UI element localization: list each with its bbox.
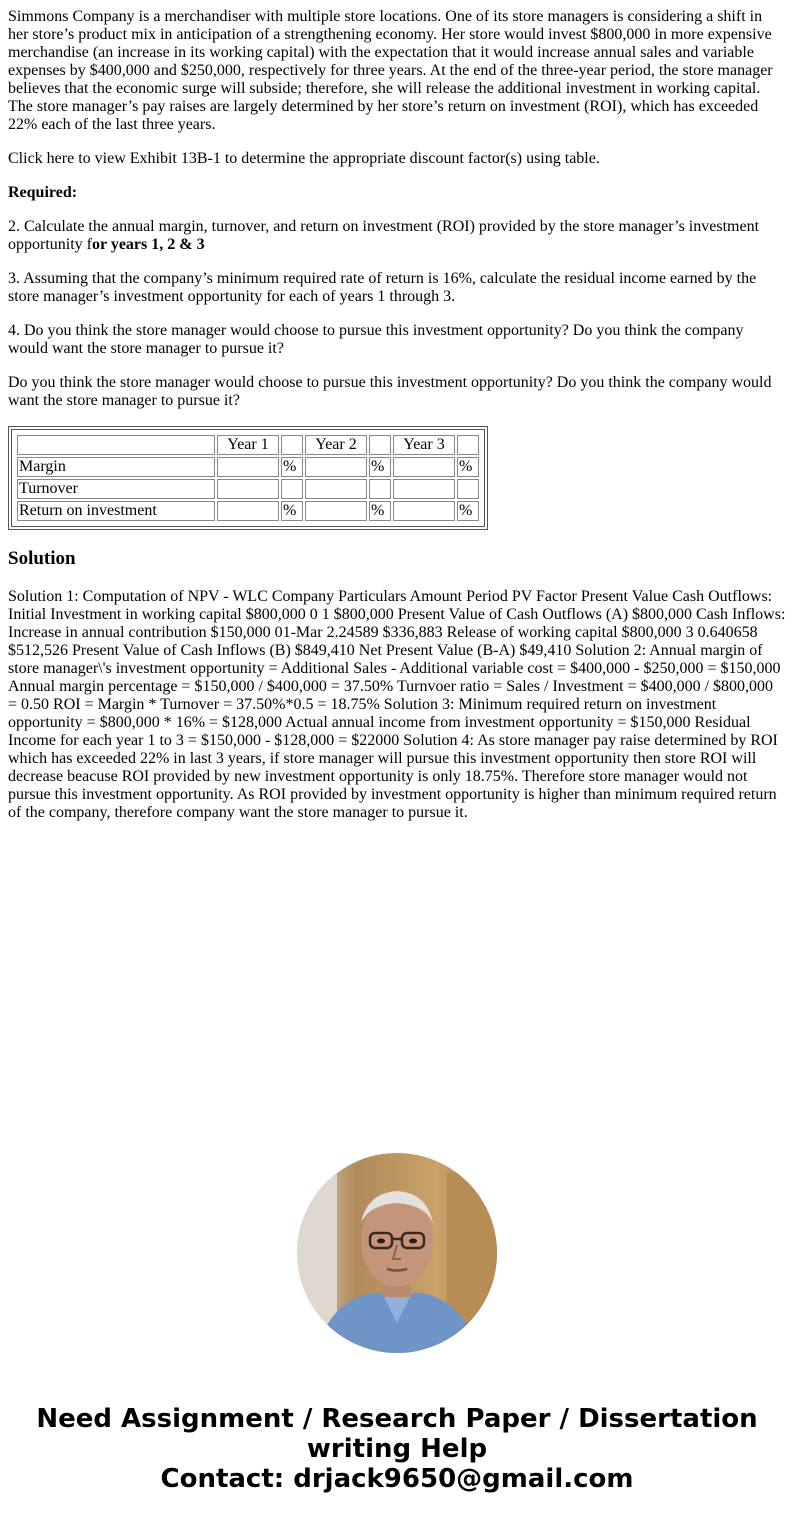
solution-heading: Solution: [8, 548, 76, 569]
roi-year-1-cell[interactable]: [217, 501, 279, 521]
table-header-row: [17, 435, 479, 455]
footer-line-2: writing Help: [306, 1434, 488, 1464]
roi-year-2-cell[interactable]: [305, 501, 367, 521]
unit-cell: [457, 479, 479, 499]
question-4: 4. Do you think the store manager would choose to pursue this investment opportunity? Do you think the company would want the store manager to pursue it?: [8, 322, 744, 357]
solution-body: Solution 1: Computation of NPV - WLC Company Particulars Amount Period PV Factor Present Value Cash Outflows: Initial Investment in working capital $800,000 0 1 $800,000 Present Value of Cash Outflows (A) $800,000 Cash Inflows: Increase in annual contribution $150,000 01-Mar 2.24589 $336,883 Release of working capital $800,000 3 0.640658 $512,526 Present Value of Cash Inflows (B) $849,410 Net Present Value (B-A) $49,410 Solution 2: Annual margin of store manager\'s investment opportunity = Additional Sales - Additional variable cost = $400,000 - $250,000 = $150,000 Annual margin percentage = $150,000 / $400,000 = 37.50% Turnvoer ratio = Sales / Investment = $400,000 / $800,000 = 0.50 ROI = Margin * Turnover = 37.50%*0.5 = 18.75% Solution 3: Minimum required return on investment opportunity = $800,000 * 16% = $128,000 Actual annual income from investment opportunity = $150,000 Residual Income for each year 1 to 3 = $150,000 - $128,000 = $22000 Solution 4: As store manager pay raise determined by ROI which has exceeded 22% in last 3 years, if store manager will pursue this investment opportunity then store ROI will decrease beacuse ROI provided by new investment opportunity is only 18.75%. Therefore store manager would not pursue this investment opportunity. As ROI provided by investment opportunity is higher than minimum required return of the company, therefore company want the store manager to pursue it.: [8, 588, 786, 821]
footer-contact: Contact: drjack9650@gmail.com: [160, 1464, 634, 1494]
header-unit-1: [281, 435, 303, 455]
unit-cell: %: [369, 457, 391, 477]
turnover-year-3-cell[interactable]: [393, 479, 455, 499]
row-label: Margin: [17, 457, 215, 477]
unit-cell: [281, 479, 303, 499]
unit-cell: %: [457, 501, 479, 521]
table-row-margin: [17, 457, 479, 477]
margin-year-2-cell[interactable]: [305, 457, 367, 477]
header-blank: [17, 435, 215, 455]
roi-year-3-cell[interactable]: [393, 501, 455, 521]
question-2: [8, 218, 786, 254]
answer-table: [15, 433, 481, 523]
margin-year-3-cell[interactable]: [393, 457, 455, 477]
unit-cell: %: [281, 457, 303, 477]
tutor-portrait-image: [297, 1153, 497, 1353]
header-unit-3: [457, 435, 479, 455]
footer-line-1: Need Assignment / Research Paper / Dissertation: [36, 1404, 758, 1434]
table-row-turnover: [17, 479, 479, 499]
required-label: Required:: [8, 184, 78, 201]
unit-cell: %: [457, 457, 479, 477]
table-row-roi: [17, 501, 479, 521]
margin-year-1-cell[interactable]: [217, 457, 279, 477]
question-4-repeat: Do you think the store manager would choose to pursue this investment opportunity? Do you think the company would want the store manager to pursue it?: [8, 374, 772, 409]
header-year-3: Year 3: [393, 435, 455, 455]
header-unit-2: [369, 435, 391, 455]
required-heading: [8, 184, 786, 202]
question-intro: Simmons Company is a merchandiser with multiple store locations. One of its store managers is considering a shift in her store’s product mix in anticipation of a strengthening economy. Her store would invest $800,000 in more expensive merchandise (an increase in its working capital) with the expectation that it would increase annual sales and variable expenses by $400,000 and $250,000, respectively for three years. At the end of the three-year period, the store manager believes that the economic surge will subside; therefore, she will release the additional investment in working capital. The store manager’s pay raises are largely determined by her store’s return on investment (ROI), which has exceeded 22% each of the last three years.: [8, 8, 773, 133]
question-3: 3. Assuming that the company’s minimum required rate of return is 16%, calculate the residual income earned by the store manager’s investment opportunity for each of years 1 through 3.: [8, 270, 757, 305]
header-year-1: Year 1: [217, 435, 279, 455]
footer-banner: [0, 1404, 794, 1494]
exhibit-link[interactable]: Click here to view Exhibit 13B-1 to determine the appropriate discount factor(s) using table.: [8, 150, 600, 167]
answer-table-frame: [8, 426, 488, 530]
turnover-year-2-cell[interactable]: [305, 479, 367, 499]
row-label: Return on investment: [17, 501, 215, 521]
unit-cell: [369, 479, 391, 499]
question-2-text: 2. Calculate the annual margin, turnover, and return on investment (ROI) provided by the store manager’s investment opportunity f: [8, 218, 760, 253]
question-2-bold: or years 1, 2 & 3: [92, 236, 205, 253]
unit-cell: %: [281, 501, 303, 521]
turnover-year-1-cell[interactable]: [217, 479, 279, 499]
unit-cell: %: [369, 501, 391, 521]
header-year-2: Year 2: [305, 435, 367, 455]
row-label: Turnover: [17, 479, 215, 499]
avatar: [297, 1153, 497, 1353]
